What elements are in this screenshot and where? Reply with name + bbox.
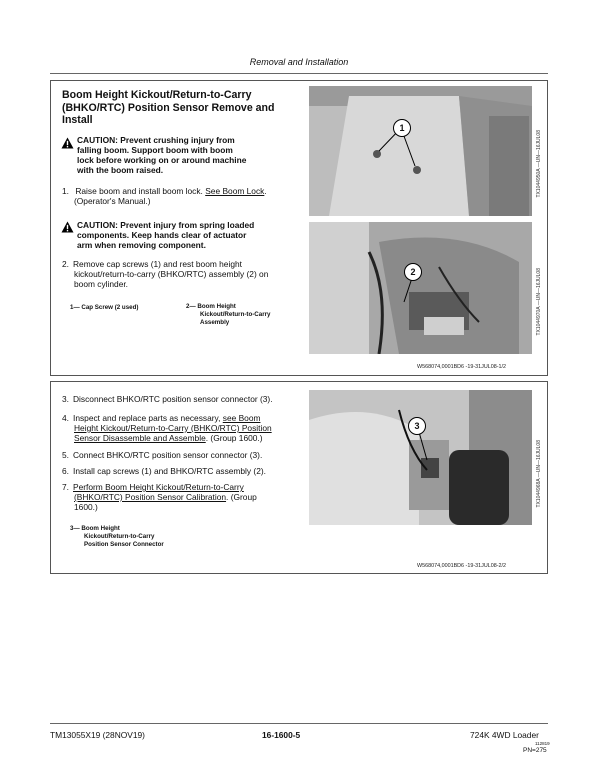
footer-pn: PN=275 bbox=[523, 747, 547, 754]
callout-3: 3 bbox=[408, 417, 426, 435]
warning-triangle-icon bbox=[61, 221, 74, 233]
reference-id-2: W568074,0001BD6 -19-31JUL08-2/2 bbox=[417, 563, 507, 569]
step-4: 4. Inspect and replace parts as necessary, see Boom Height Kickout/Return-to-Carry (BHKO/RTC) Position Sensor Disassemble and Assemble. (Group 1600.) bbox=[62, 413, 272, 443]
photo-boom-cap-screws bbox=[309, 86, 532, 216]
step-3: 3. Disconnect BHKO/RTC position sensor connector (3). bbox=[62, 394, 273, 404]
step-2: 2. Remove cap screws (1) and rest boom height kickout/return-to-carry (BHKO/RTC) assembly (2) on boom cylinder. bbox=[62, 259, 269, 289]
step-1: 1. Raise boom and install boom lock. See Boom Lock. (Operator's Manual.) bbox=[62, 186, 267, 206]
footer-rule bbox=[50, 723, 548, 724]
disassemble-link[interactable]: see Boom bbox=[222, 413, 261, 423]
boom-lock-link[interactable]: See Boom Lock bbox=[205, 186, 265, 196]
reference-id-1: W568074,0001BD6 -19-31JUL08-1/2 bbox=[417, 364, 507, 370]
photo1-id: TX1044950A —UN—16JUL08 bbox=[536, 130, 542, 198]
page-header-title: Removal and Installation bbox=[249, 57, 349, 67]
warning-triangle-icon bbox=[61, 137, 74, 149]
caption-3: 3— Boom Height Kickout/Return-to-Carry Position Sensor Connector bbox=[70, 525, 164, 548]
callout-1: 1 bbox=[393, 119, 411, 137]
caption-1: 1— Cap Screw (2 used) bbox=[70, 304, 139, 311]
photo3-id: TX1044968A —UN—16JUL08 bbox=[536, 440, 542, 508]
photo-assembly-image bbox=[309, 222, 532, 354]
caution-spring: CAUTION: Prevent injury from spring loaded components. Keep hands clear of actuator arm when removing component. bbox=[77, 220, 255, 250]
step-6: 6. Install cap screws (1) and BHKO/RTC assembly (2). bbox=[62, 466, 266, 476]
photo-bhko-assembly bbox=[309, 222, 532, 354]
footer-date-code: 112819 bbox=[535, 741, 550, 746]
calibration-link[interactable]: Perform Boom Height Kickout/Return-to-Carry bbox=[73, 482, 244, 492]
footer-machine: 724K 4WD Loader bbox=[470, 730, 539, 740]
section-title: Boom Height Kickout/Return-to-Carry (BHKO/RTC) Position Sensor Remove and Install bbox=[62, 89, 275, 126]
photo-boom-image bbox=[309, 86, 532, 216]
header-rule bbox=[50, 73, 548, 74]
step-7: 7. Perform Boom Height Kickout/Return-to-Carry (BHKO/RTC) Position Sensor Calibration. (Group 1600.) bbox=[62, 482, 257, 512]
caption-2: 2— Boom Height Kickout/Return-to-Carry Assembly bbox=[186, 303, 271, 326]
photo-sensor-connector bbox=[309, 390, 532, 525]
caution-crushing: CAUTION: Prevent crushing injury from falling boom. Support boom with boom lock before working on or around machine with the boom raised. bbox=[77, 135, 247, 175]
step-5: 5. Connect BHKO/RTC position sensor connector (3). bbox=[62, 450, 263, 460]
footer-doc-id: TM13055X19 (28NOV19) bbox=[50, 730, 145, 740]
callout-2: 2 bbox=[404, 263, 422, 281]
photo2-id: TX1044970A —UN—16JUL08 bbox=[536, 268, 542, 336]
footer-page-number: 16-1600-5 bbox=[262, 730, 301, 740]
photo-connector-image bbox=[309, 390, 532, 525]
